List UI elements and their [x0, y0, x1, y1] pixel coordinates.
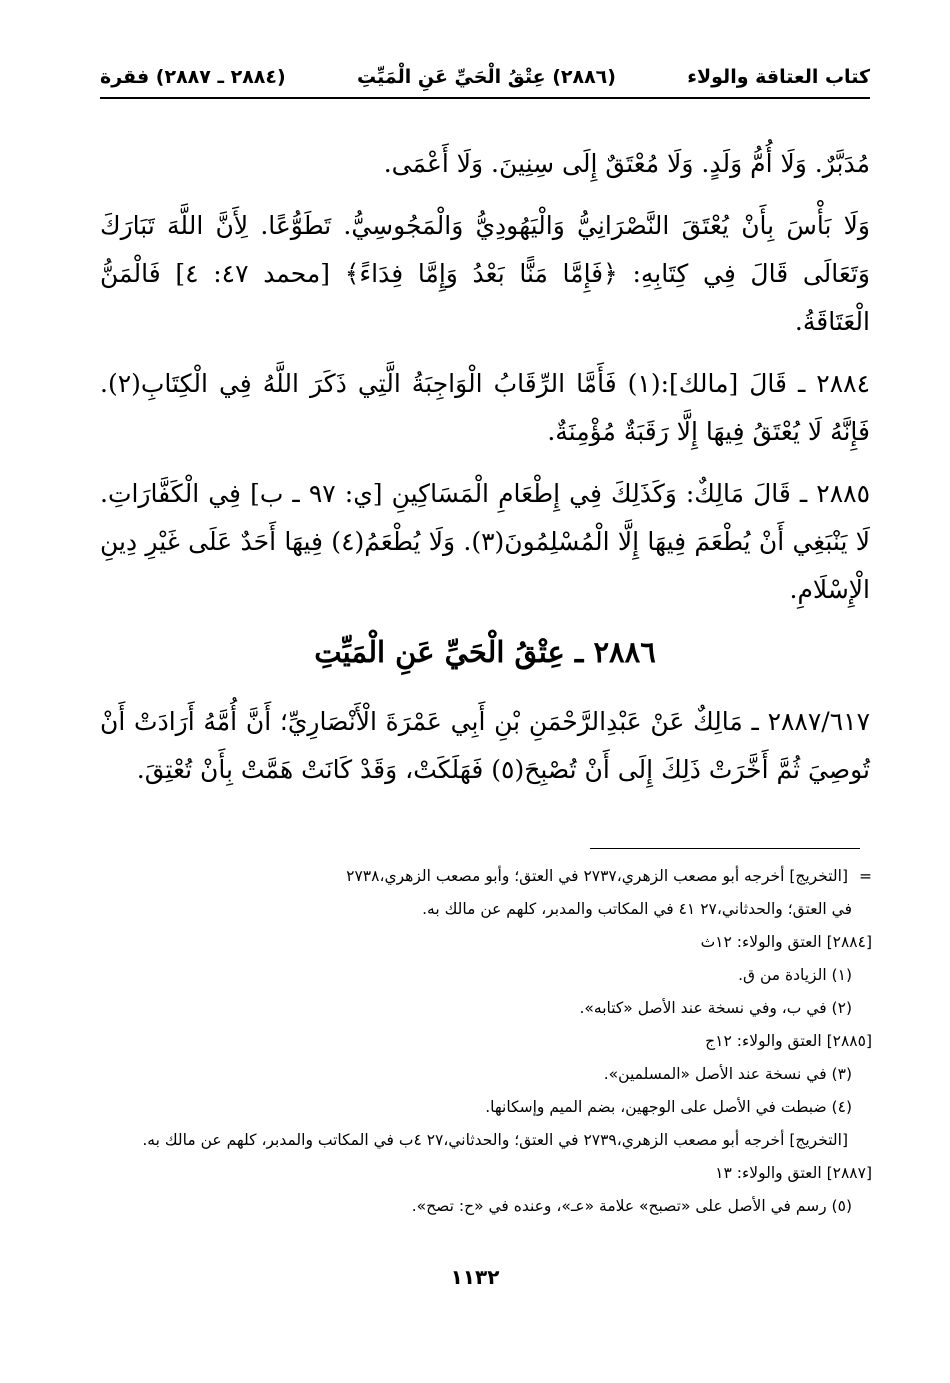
paragraph-2884: ٢٨٨٤ ـ قَالَ [مالك]:(١) فَأَمَّا الرِّقَابُ الْوَاجِبَةُ الَّتِي ذَكَرَ اللَّهُ فِي الْكِتَابِ(٢). فَإِنَّهُ لَا يُعْتَقُ فِيهَا إِلَّا رَقَبَةٌ مُؤْمِنَةٌ.: [100, 369, 871, 446]
header-rule: [100, 97, 870, 99]
header-book-title: كتاب العتاقة والولاء: [687, 66, 870, 88]
footnote-ref-2885: [٢٨٨٥] العتق والولاء: ١٢ج: [705, 1032, 872, 1050]
footnote-line: في العتق؛ والحدثاني،٢٧ ٤١ في المكاتب والمدبر، كلهم عن مالك به.: [422, 900, 852, 918]
paragraph-1: مُدَبَّرٌ. وَلَا أُمُّ وَلَدٍ. وَلَا مُعْتَقٌ إِلَى سِنِينَ. وَلَا أَعْمَى.: [383, 149, 870, 178]
continuation-mark: =: [859, 867, 872, 885]
page-number: ١١٣٢: [450, 1265, 500, 1289]
footnote-rule: [590, 848, 860, 849]
footnote-5: (٥) رسم في الأصل على «تصبح» علامة «عـ»، وعنده في «ح: تصح».: [411, 1197, 852, 1215]
footnote-2: (٢) في ب، وفي نسخة عند الأصل «كتابه».: [579, 999, 852, 1017]
header-paragraph-range: (٢٨٨٤ ـ ٢٨٨٧) فقرة: [100, 66, 286, 88]
running-header: [100, 60, 870, 94]
footnote-1: (١) الزيادة من ق.: [738, 966, 852, 984]
footnote-ref-2887: [٢٨٨٧] العتق والولاء: ١٣: [715, 1164, 872, 1182]
footnotes: [100, 860, 872, 1223]
main-text: [100, 140, 870, 808]
header-chapter-title: (٢٨٨٦) عِتْقُ الْحَيِّ عَنِ الْمَيِّتِ: [356, 66, 616, 88]
footnote-line: =[التخريج] أخرجه أبو مصعب الزهري،٢٧٣٧ في العتق؛ وأبو مصعب الزهري،٢٧٣٨: [100, 860, 872, 893]
paragraph-2885: ٢٨٨٥ ـ قَالَ مَالِكٌ: وَكَذَلِكَ فِي إِطْعَامِ الْمَسَاكِينِ [ي: ٩٧ ـ ب] فِي الْكَفَّارَاتِ. لَا يَنْبَغِي أَنْ يُطْعَمَ فِيهَا إِلَّا الْمُسْلِمُونَ(٣). وَلَا يُطْعَمُ(٤) فِيهَا أَحَدٌ عَلَى غَيْرِ دِينِ الْإِسْلَامِ.: [100, 479, 870, 604]
footnote-takhrij: [التخريج] أخرجه أبو مصعب الزهري،٢٧٣٩ في العتق؛ والحدثاني،٢٧ ٤ب في المكاتب والمدبر، كلهم عن مالك به.: [142, 1131, 848, 1149]
paragraph-2887: ٢٨٨٧/٦١٧ ـ مَالِكٌ عَنْ عَبْدِالرَّحْمَنِ بْنِ أَبِي عَمْرَةَ الْأَنْصَارِيِّ؛ أَنَّ أُمَّهُ أَرَادَتْ أَنْ تُوصِيَ ثُمَّ أَخَّرَتْ ذَلِكَ إِلَى أَنْ تُصْبِحَ(٥) فَهَلَكَتْ، وَقَدْ كَانَتْ هَمَّتْ بِأَنْ تُعْتِقَ.: [100, 707, 870, 784]
footnote-ref-2884: [٢٨٨٤] العتق والولاء: ١٢ث: [700, 933, 872, 951]
footnote-3: (٣) في نسخة عند الأصل «المسلمين».: [603, 1065, 852, 1083]
footnote-4: (٤) ضبطت في الأصل على الوجهين، بضم الميم وإسكانها.: [485, 1098, 852, 1116]
paragraph-2: وَلَا بَأْسَ بِأَنْ يُعْتَقَ النَّصْرَانِيُّ وَالْيَهُودِيُّ وَالْمَجُوسِيُّ. تَطَوُّعًا. لِأَنَّ اللَّهَ تَبَارَكَ وَتَعَالَى قَالَ فِي كِتَابِهِ: ﴿فَإِمَّا مَنًّا بَعْدُ وَإِمَّا فِدَاءً﴾ [محمد ٤٧: ٤] فَالْمَنُّ الْعَتَاقَةُ.: [100, 211, 871, 336]
section-title: ٢٨٨٦ ـ عِتْقُ الْحَيِّ عَنِ الْمَيِّتِ: [314, 635, 656, 669]
